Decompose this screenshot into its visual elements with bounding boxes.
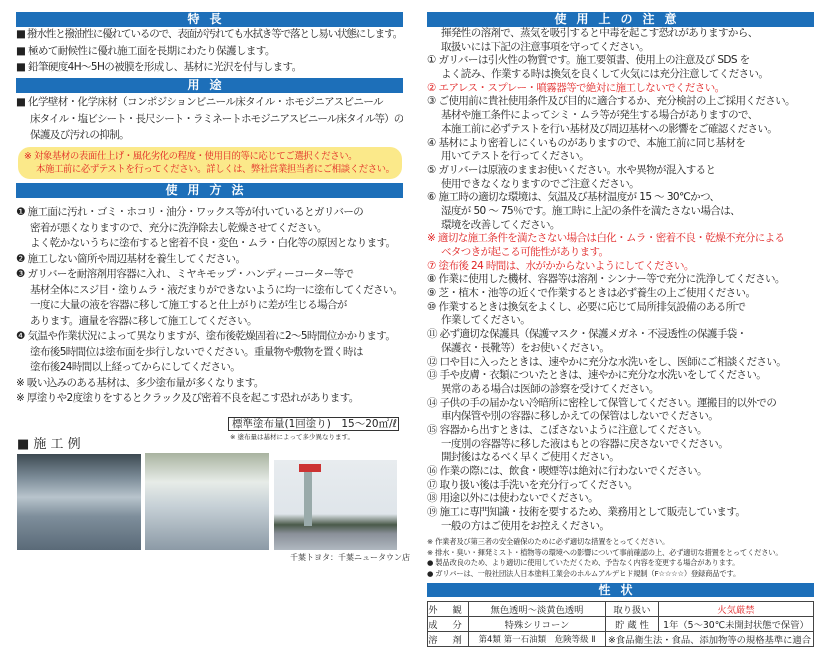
features-header: 特長 <box>16 12 403 27</box>
method-list <box>16 205 403 407</box>
method-line: あります。適量を容器に移して施工してください。 <box>30 314 257 327</box>
cautions-line: ⑤ ガリバーは原液のままお使いください。水や異物が混入すると <box>427 163 716 176</box>
cautions-line: 用いてテストを行ってください。 <box>441 150 590 163</box>
cautions-list <box>427 27 814 533</box>
prop-label: 溶 剤 <box>428 632 469 647</box>
caution-note: ※ 作業者及び第三者の安全確保のために必ず適切な措置をとってください。 <box>427 537 670 546</box>
cautions-line: ③ ご使用前に貴社使用条件及び目的に適合するか、充分検討の上ご採用ください。 <box>427 95 795 108</box>
cautions-line: 一般の方はご使用をお控えください。 <box>441 519 610 532</box>
cautions-line: 本施工前に必ずテストを行い基材及び周辺基材への影響をご確認ください。 <box>441 122 778 135</box>
properties-header: 性状 <box>427 583 814 597</box>
cautions-line: ② エアレス・スプレー・噴霧器等で絶対に施工しないでください。 <box>427 81 725 94</box>
method-line: ❹ 気温や作業状況によって異なりますが、塗布後乾燥固着に2～5時間位かかります。 <box>16 330 396 342</box>
table-row <box>428 632 814 647</box>
cautions-line: ④ 基材により密着しにくいものがありますので、本施工前に同じ基材を <box>427 136 746 149</box>
cautions-line: 取扱いには下記の注意事項を守ってください。 <box>441 40 649 53</box>
cautions-line: ⑱ 用途以外には使わないでください。 <box>427 492 599 505</box>
cautions-line: ⑬ 手や皮膚・衣類についたときは、速やかに充分な水洗いをしてください。 <box>427 369 767 382</box>
cautions-line: 使用できなくなりますのでご注意ください。 <box>441 177 639 190</box>
cautions-line: ベタつきが起こる可能性があります。 <box>441 246 609 258</box>
photo-caption: 千葉トヨタ：千葉ニュータウン店 <box>290 553 410 562</box>
cautions-line: 揮発性の溶剤で、蒸気を吸引すると中毒を起こす恐れがありますから、 <box>441 27 758 39</box>
uses-header: 用途 <box>16 78 403 93</box>
cautions-line: ⑨ 芝・植木・池等の近くで作業するときは必ず養生の上ご使用ください。 <box>427 287 756 300</box>
uses-line: 保護及び汚れの抑制。 <box>30 129 129 141</box>
uses-text <box>16 94 403 144</box>
method-line: 塗布後5時間位は塗布面を歩行しないでください。重量物や敷物を置く時は <box>30 345 363 358</box>
cautions-line: 一度別の容器等に移した液はもとの容器に戻さないでください。 <box>441 437 729 450</box>
coverage-note: ※ 塗布量は基材によって多少異なります。 <box>230 433 354 441</box>
cautions-line: ※ 適切な施工条件を満たさない場合は白化・ムラ・密着不良・乾燥不充分による <box>427 232 785 245</box>
examples-title: ■ 施 工 例 <box>17 437 81 452</box>
uses-line: ■ 化学壁材・化学床材（コンポジションビニール床タイル・ホモジニアスビニール <box>16 96 383 108</box>
example-photo-showroom-2 <box>145 453 269 550</box>
cautions-line: 湿度が 50 ～ 75％です。施工時に上記の条件を満たさない場合は、 <box>441 204 740 217</box>
method-header: 使用方法 <box>16 183 403 198</box>
example-photo-storefront <box>274 460 397 550</box>
feature-item: ■ 鉛筆硬度4H～5Hの被膜を形成し、基材に光沢を付与します。 <box>16 61 302 73</box>
cautions-line: ⑥ 施工時の適切な環境は、気温及び基材温度が 15 ～ 30℃かつ、 <box>427 191 720 204</box>
feature-item: ■ 撥水性と撥油性に優れているので、表面が汚れても水拭き等で落とし易い状態にします。 <box>16 28 403 40</box>
table-row <box>428 617 814 632</box>
cautions-line: ⑲ 施工に専門知識・技術を要するため、業務用として販売しています。 <box>427 506 746 519</box>
prop-value: 1年（5～30℃未開封状態で保管） <box>659 617 814 632</box>
cautions-line: ⑰ 取り扱い後は手洗いを充分行ってください。 <box>427 478 638 491</box>
cautions-line: ⑩ 作業するときは換気をよくし、必要に応じて局所排気設備のある所で <box>427 300 746 313</box>
example-photo-showroom-1 <box>17 454 141 550</box>
prop-value: 特殊シリコーン <box>469 617 606 632</box>
cautions-line: ⑮ 容器から出すときは、こぼさないように注意してください。 <box>427 423 707 436</box>
cautions-line: 環境を改善してください。 <box>441 218 560 231</box>
prop-label: 成 分 <box>428 617 469 632</box>
prop-label: 取り扱い <box>606 602 659 617</box>
method-line: 密着が悪くなりますので、充分に洗浄除去し乾燥させてください。 <box>30 221 327 234</box>
method-line: 塗布後24時間以上経ってからにしてください。 <box>30 361 241 373</box>
caution-note: ● ガリバーは、一般社団法人日本塗料工業会のホルムアルデヒド規制（F☆☆☆☆）登録商品です。 <box>427 568 741 578</box>
features-list <box>16 26 403 76</box>
method-line: ❸ ガリバーを耐溶剤用容器に入れ、ミヤキモップ・ハンディーコーター等で <box>16 268 354 280</box>
cautions-line: ⑦ 塗布後 24 時間は、水がかからないようにしてください。 <box>427 259 694 272</box>
method-line: ※ 吸い込みのある基材は、多少塗布量が多くなります。 <box>16 376 264 389</box>
cautions-line: ⑫ 口や目に入ったときは、速やかに充分な水洗いをし、医師にご相談ください。 <box>427 355 787 368</box>
method-line: 一度に大量の液を容器に移して施工すると仕上がりに差が生じる場合が <box>30 299 347 311</box>
cautions-header: 使用上の注意 <box>427 12 814 27</box>
method-line: ※ 厚塗りや2度塗りをするとクラック及び密着不良を起こす恐れがあります。 <box>16 392 359 404</box>
cautions-line: ⑯ 作業の際には、飲食・喫煙等は絶対に行わないでください。 <box>427 465 707 477</box>
cautions-line: 異常のある場合は医師の診察を受けてください。 <box>441 382 659 395</box>
method-line: ❶ 施工面に汚れ・ゴミ・ホコリ・油分・ワックス等が付いているとガリバーの <box>16 206 364 218</box>
cautions-line: 作業してください。 <box>441 314 531 327</box>
prop-label: 外 観 <box>428 602 469 617</box>
coverage-amount: 標準塗布量(1回塗り) 15～20㎡/ℓ <box>228 417 399 431</box>
properties-table <box>427 601 814 647</box>
caution-note: ● 製品改良のため、より適切に使用していただくため、予告なく内容を変更する場合があります。 <box>427 558 740 567</box>
method-line: 基材全体にスジ目・塗りムラ・液だまりができないように均一に塗布してください。 <box>30 283 403 296</box>
cautions-line: 基材や施工条件によってシミ・ムラ等が発生する場合がありますので、 <box>441 109 758 122</box>
caution-note: ※ 排水・臭い・揮発ミスト・植物等の環境への影響について事前確認の上、必ず適切な措置をとってください。 <box>427 547 783 557</box>
cautions-line: ⑪ 必ず適切な保護具（保護マスク・保護メガネ・不浸透性の保護手袋・ <box>427 328 747 341</box>
cautions-line: 開封後はなるべく早くご使用ください。 <box>441 451 620 464</box>
table-row <box>428 602 814 617</box>
cautions-line: ① ガリバーは引火性の物質です。施工要領書、使用上の注意及び SDS を <box>427 54 750 67</box>
prop-value: 無色透明～淡黄色透明 <box>469 602 606 617</box>
prop-value: ※食品衛生法・食品、添加物等の規格基準に適合 <box>606 632 814 647</box>
uses-line: 床タイル・塩ビシート・長尺シート・ラミネートホモジニアスビニール床タイル等）の <box>30 112 403 125</box>
method-line: ❷ 施工しない箇所や周辺基材を養生してください。 <box>16 252 246 265</box>
prop-label: 貯 蔵 性 <box>606 617 659 632</box>
cautions-line: よく読み、作業する時は換気を良くして火気には充分注意してください。 <box>441 68 769 81</box>
prop-value: 火気厳禁 <box>659 602 814 617</box>
selection-notice <box>18 147 402 179</box>
cautions-line: ⑭ 子供の手の届かない冷暗所に密栓して保管してください。運搬目的以外での <box>427 396 777 409</box>
cautions-notes <box>427 537 814 579</box>
prop-value: 第4類 第一石油類 危険等級 Ⅱ <box>469 632 606 647</box>
feature-item: ■ 極めて耐候性に優れ施工面を長期にわたり保護します。 <box>16 44 275 57</box>
notice-line: ※ 対象基材の表面仕上げ・風化劣化の程度・使用目的等に応じてご選択ください。 <box>24 151 358 162</box>
notice-line: 本施工前に必ずテストを行ってください。詳しくは、弊社営業担当者にご相談ください。 <box>36 164 395 175</box>
cautions-line: ⑧ 作業に使用した機材、容器等は溶剤・シンナー等で充分に洗浄してください。 <box>427 273 785 286</box>
cautions-line: 車内保管や別の容器に移しかえての保管はしないでください。 <box>441 410 719 423</box>
cautions-line: 保護衣・長靴等）をお使いください。 <box>441 341 610 354</box>
method-line: よく乾かないうちに塗布すると密着不良・変色・ムラ・白化等の原因となります。 <box>30 237 396 249</box>
